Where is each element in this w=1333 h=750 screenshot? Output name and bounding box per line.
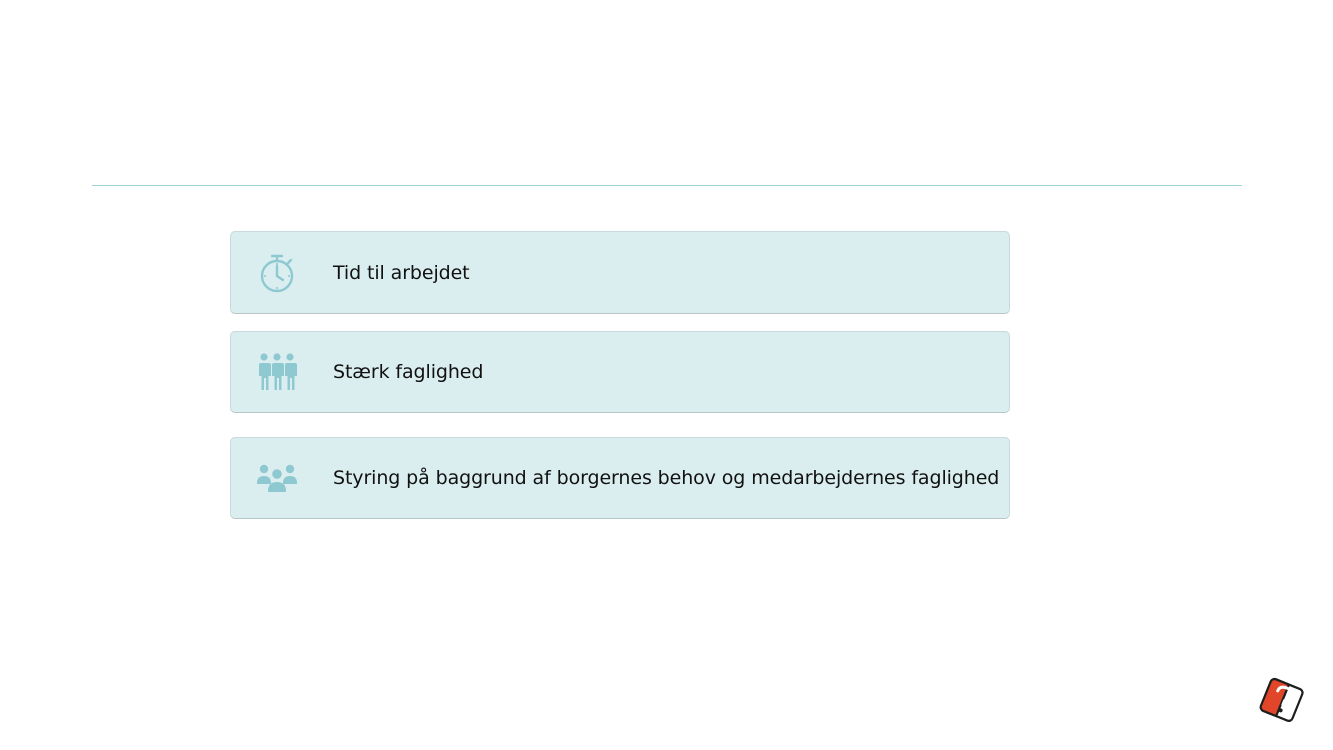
item-label: Styring på baggrund af borgernes behov og medarbejdernes faglighed: [333, 467, 1000, 489]
horizontal-divider: [92, 185, 1242, 186]
list-item-expertise: [230, 331, 1010, 413]
item-label: Stærk faglighed: [333, 361, 484, 383]
group-standing-icon: [255, 350, 299, 394]
team-people-icon: [255, 456, 299, 500]
brand-logo: [1258, 676, 1310, 728]
list-item-time: [230, 231, 1010, 314]
item-label: Tid til arbejdet: [333, 261, 470, 284]
stopwatch-icon: [255, 251, 299, 295]
list-item-management: [230, 437, 1010, 519]
